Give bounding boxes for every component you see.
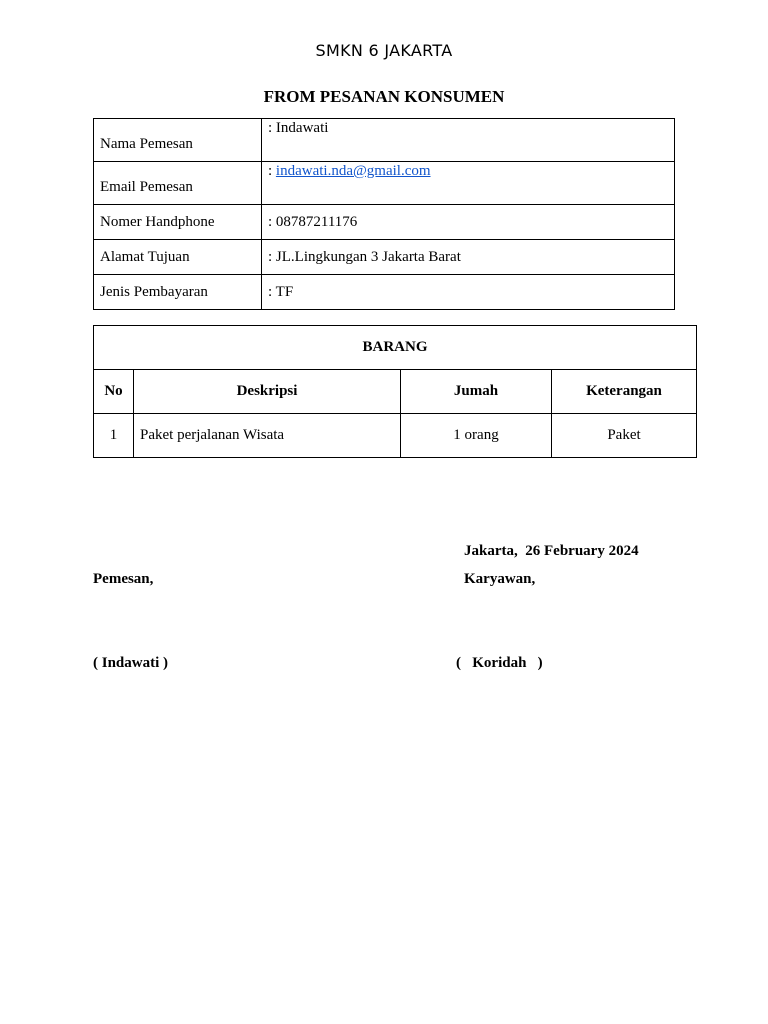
address-value: JL.Lingkungan 3 Jakarta Barat <box>275 248 461 265</box>
goods-header-row <box>94 370 697 414</box>
goods-title: BARANG <box>94 326 697 370</box>
info-value: : 08787211176 <box>262 205 675 240</box>
signature-name-employee: ( Koridah ) <box>456 655 543 671</box>
col-header-jumlah: Jumah <box>401 370 552 414</box>
document-title: FROM PESANAN KONSUMEN <box>263 87 505 106</box>
payment-value: TF <box>275 283 294 300</box>
customer-name-value: Indawati <box>275 120 329 136</box>
signature-role-employee: Karyawan, <box>464 571 536 587</box>
phone-value: 08787211176 <box>275 213 358 230</box>
signature-date: Jakarta, 26 February 2024 <box>464 543 639 559</box>
info-label: Email Pemesan <box>94 162 262 205</box>
col-header-no: No <box>94 370 134 414</box>
cell-no: 1 <box>94 414 134 458</box>
info-label: Alamat Tujuan <box>94 240 262 275</box>
info-label: Nama Pemesan <box>94 119 262 162</box>
customer-info-table <box>93 118 675 310</box>
cell-deskripsi: Paket perjalanan Wisata <box>134 414 401 458</box>
table-row <box>94 414 697 458</box>
goods-table <box>93 325 697 458</box>
info-row-address <box>94 240 675 275</box>
info-row-phone <box>94 205 675 240</box>
info-value: : TF <box>262 275 675 310</box>
info-value: : Indawati <box>262 119 675 162</box>
signature-name-customer: ( Indawati ) <box>93 655 169 671</box>
info-label: Nomer Handphone <box>94 205 262 240</box>
school-name: SMKN 6 JAKARTA <box>315 41 453 60</box>
info-row-name <box>94 119 675 162</box>
info-row-payment <box>94 275 675 310</box>
info-row-email <box>94 162 675 205</box>
signature-role-customer: Pemesan, <box>93 571 154 587</box>
col-header-keterangan: Keterangan <box>552 370 697 414</box>
email-link[interactable]: indawati.nda@gmail.com <box>275 163 431 179</box>
info-value: : JL.Lingkungan 3 Jakarta Barat <box>262 240 675 275</box>
info-label: Jenis Pembayaran <box>94 275 262 310</box>
info-value: : indawati.nda@gmail.com <box>262 162 675 205</box>
col-header-deskripsi: Deskripsi <box>134 370 401 414</box>
goods-title-row <box>94 326 697 370</box>
cell-jumlah: 1 orang <box>401 414 552 458</box>
cell-keterangan: Paket <box>552 414 697 458</box>
